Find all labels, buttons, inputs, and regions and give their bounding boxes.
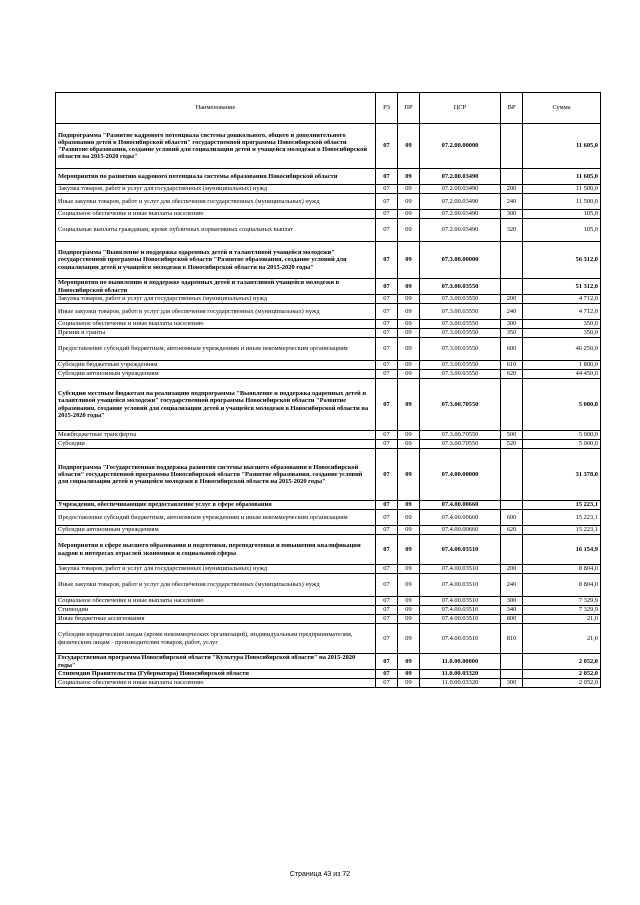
cell-csr: 07.3.00.70550 bbox=[420, 379, 501, 431]
table-row bbox=[56, 304, 601, 320]
cell-pr: 09 bbox=[398, 124, 420, 169]
table-row bbox=[56, 329, 601, 338]
cell-csr: 07.2.00.03490 bbox=[420, 194, 501, 210]
cell-csr: 07.3.00.03550 bbox=[420, 338, 501, 361]
cell-vr: 300 bbox=[501, 320, 523, 329]
cell-vr: 800 bbox=[501, 615, 523, 624]
cell-rz: 07 bbox=[376, 679, 398, 688]
cell-sum: 350,0 bbox=[523, 320, 601, 329]
cell-rz: 07 bbox=[376, 535, 398, 565]
cell-vr: 600 bbox=[501, 510, 523, 526]
cell-sum: 4 712,0 bbox=[523, 304, 601, 320]
table-row bbox=[56, 242, 601, 279]
cell-pr: 09 bbox=[398, 654, 420, 670]
header-pr: ПР bbox=[398, 93, 420, 124]
table-row bbox=[56, 606, 601, 615]
table-row bbox=[56, 440, 601, 449]
table-row bbox=[56, 510, 601, 526]
cell-pr: 09 bbox=[398, 279, 420, 295]
table-row bbox=[56, 185, 601, 194]
cell-vr: 320 bbox=[501, 219, 523, 242]
cell-csr: 11.0.00.03320 bbox=[420, 679, 501, 688]
cell-pr: 09 bbox=[398, 329, 420, 338]
header-name: Наименование bbox=[56, 93, 376, 124]
cell-pr: 09 bbox=[398, 574, 420, 597]
cell-csr: 07.4.00.03510 bbox=[420, 535, 501, 565]
cell-sum: 21,0 bbox=[523, 624, 601, 654]
cell-rz: 07 bbox=[376, 279, 398, 295]
table-row bbox=[56, 449, 601, 501]
cell-name: Предоставление субсидий бюджетным, автономным учреждениям и иным некоммерческим организациям bbox=[56, 338, 376, 361]
table-row bbox=[56, 169, 601, 185]
header-rz: РЗ bbox=[376, 93, 398, 124]
cell-csr: 07.3.00.00000 bbox=[420, 242, 501, 279]
cell-pr: 09 bbox=[398, 615, 420, 624]
cell-name: Закупка товаров, работ и услуг для государственных (муниципальных) нужд bbox=[56, 565, 376, 574]
cell-name: Межбюджетные трансферты bbox=[56, 431, 376, 440]
cell-pr: 09 bbox=[398, 194, 420, 210]
cell-pr: 09 bbox=[398, 219, 420, 242]
cell-rz: 07 bbox=[376, 329, 398, 338]
cell-rz: 07 bbox=[376, 606, 398, 615]
table-row bbox=[56, 338, 601, 361]
cell-rz: 07 bbox=[376, 219, 398, 242]
cell-rz: 07 bbox=[376, 526, 398, 535]
cell-vr: 810 bbox=[501, 624, 523, 654]
cell-csr: 07.4.00.00000 bbox=[420, 449, 501, 501]
cell-name: Закупка товаров, работ и услуг для государственных (муниципальных) нужд bbox=[56, 295, 376, 304]
cell-vr: 350 bbox=[501, 329, 523, 338]
cell-csr: 07.3.00.03550 bbox=[420, 279, 501, 295]
cell-vr: 620 bbox=[501, 526, 523, 535]
cell-pr: 09 bbox=[398, 304, 420, 320]
cell-csr: 07.2.00.03490 bbox=[420, 219, 501, 242]
cell-vr: 240 bbox=[501, 304, 523, 320]
cell-csr: 07.4.00.03510 bbox=[420, 624, 501, 654]
cell-sum: 11 500,0 bbox=[523, 194, 601, 210]
cell-rz: 07 bbox=[376, 670, 398, 679]
cell-vr bbox=[501, 124, 523, 169]
cell-name: Субсидии bbox=[56, 440, 376, 449]
cell-pr: 09 bbox=[398, 597, 420, 606]
cell-vr bbox=[501, 379, 523, 431]
cell-rz: 07 bbox=[376, 124, 398, 169]
cell-rz: 07 bbox=[376, 615, 398, 624]
cell-sum: 31 378,0 bbox=[523, 449, 601, 501]
cell-name: Социальное обеспечение и иные выплаты населению bbox=[56, 210, 376, 219]
cell-name: Закупка товаров, работ и услуг для государственных (муниципальных) нужд bbox=[56, 185, 376, 194]
cell-name: Подпрограмма "Развитие кадрового потенциала системы дошкольного, общего и дополнительного образования детей в Новосибирской области" государственной программы Новосибирской области "Развитие образования, создание условий для социализации детей и учащейся молодежи в Новосибирской области на 2015-2020 годы" bbox=[56, 124, 376, 169]
cell-pr: 09 bbox=[398, 169, 420, 185]
table-row bbox=[56, 654, 601, 670]
header-sum: Сумма bbox=[523, 93, 601, 124]
cell-pr: 09 bbox=[398, 501, 420, 510]
cell-rz: 07 bbox=[376, 304, 398, 320]
cell-csr: 07.3.00.03550 bbox=[420, 295, 501, 304]
cell-vr: 600 bbox=[501, 338, 523, 361]
cell-vr: 300 bbox=[501, 210, 523, 219]
cell-pr: 09 bbox=[398, 449, 420, 501]
cell-sum: 15 223,1 bbox=[523, 510, 601, 526]
cell-csr: 07.4.00.03510 bbox=[420, 606, 501, 615]
cell-rz: 07 bbox=[376, 194, 398, 210]
cell-vr bbox=[501, 501, 523, 510]
cell-csr: 07.2.00.03490 bbox=[420, 169, 501, 185]
cell-rz: 07 bbox=[376, 449, 398, 501]
cell-pr: 09 bbox=[398, 185, 420, 194]
cell-vr bbox=[501, 449, 523, 501]
cell-rz: 07 bbox=[376, 624, 398, 654]
cell-vr: 340 bbox=[501, 606, 523, 615]
cell-rz: 07 bbox=[376, 654, 398, 670]
cell-name: Государственная программа Новосибирской области "Культура Новосибирской области" на 2015-2020 годы" bbox=[56, 654, 376, 670]
cell-csr: 07.4.00.03510 bbox=[420, 597, 501, 606]
cell-pr: 09 bbox=[398, 510, 420, 526]
cell-sum: 44 450,0 bbox=[523, 370, 601, 379]
cell-rz: 07 bbox=[376, 440, 398, 449]
cell-sum: 105,0 bbox=[523, 219, 601, 242]
table-row bbox=[56, 535, 601, 565]
cell-pr: 09 bbox=[398, 242, 420, 279]
cell-pr: 09 bbox=[398, 679, 420, 688]
cell-pr: 09 bbox=[398, 320, 420, 329]
cell-pr: 09 bbox=[398, 606, 420, 615]
cell-sum: 16 154,9 bbox=[523, 535, 601, 565]
cell-sum: 2 052,0 bbox=[523, 679, 601, 688]
cell-sum: 46 250,0 bbox=[523, 338, 601, 361]
table-row bbox=[56, 279, 601, 295]
cell-name: Стипендии Правительства (Губернатора) Новосибирской области bbox=[56, 670, 376, 679]
cell-vr bbox=[501, 279, 523, 295]
cell-pr: 09 bbox=[398, 295, 420, 304]
cell-name: Субсидии автономным учреждениям bbox=[56, 526, 376, 535]
table-row bbox=[56, 361, 601, 370]
cell-sum: 51 312,0 bbox=[523, 279, 601, 295]
cell-csr: 07.4.00.00660 bbox=[420, 526, 501, 535]
cell-rz: 07 bbox=[376, 361, 398, 370]
cell-rz: 07 bbox=[376, 242, 398, 279]
cell-csr: 07.3.00.70550 bbox=[420, 440, 501, 449]
cell-pr: 09 bbox=[398, 670, 420, 679]
cell-rz: 07 bbox=[376, 338, 398, 361]
cell-csr: 07.2.00.00000 bbox=[420, 124, 501, 169]
cell-sum: 2 052,0 bbox=[523, 670, 601, 679]
cell-vr bbox=[501, 242, 523, 279]
cell-rz: 07 bbox=[376, 597, 398, 606]
cell-sum: 5 000,0 bbox=[523, 379, 601, 431]
cell-csr: 07.4.00.00660 bbox=[420, 501, 501, 510]
header-csr: ЦСР bbox=[420, 93, 501, 124]
cell-sum: 4 712,0 bbox=[523, 295, 601, 304]
page-number: Страница 43 из 72 bbox=[289, 871, 351, 878]
cell-name: Учреждения, обеспечивающие предоставление услуг в сфере образования bbox=[56, 501, 376, 510]
cell-vr: 240 bbox=[501, 194, 523, 210]
cell-rz: 07 bbox=[376, 295, 398, 304]
cell-rz: 07 bbox=[376, 320, 398, 329]
cell-name: Социальное обеспечение и иные выплаты населению bbox=[56, 679, 376, 688]
cell-name: Субсидии юридическим лицам (кроме некоммерческих организаций), индивидуальным предпринимателям, физическим лицам - производителям товаров, работ, услуг bbox=[56, 624, 376, 654]
table-row bbox=[56, 295, 601, 304]
cell-pr: 09 bbox=[398, 526, 420, 535]
cell-pr: 09 bbox=[398, 379, 420, 431]
table-row bbox=[56, 370, 601, 379]
cell-csr: 07.3.00.03550 bbox=[420, 329, 501, 338]
table-row bbox=[56, 574, 601, 597]
cell-pr: 09 bbox=[398, 210, 420, 219]
cell-sum: 350,0 bbox=[523, 329, 601, 338]
cell-sum: 7 329,9 bbox=[523, 606, 601, 615]
cell-csr: 07.4.00.03510 bbox=[420, 574, 501, 597]
cell-name: Иные бюджетные ассигнования bbox=[56, 615, 376, 624]
cell-rz: 07 bbox=[376, 574, 398, 597]
cell-sum: 2 052,0 bbox=[523, 654, 601, 670]
cell-sum: 15 223,1 bbox=[523, 526, 601, 535]
cell-vr: 520 bbox=[501, 440, 523, 449]
cell-name: Иные закупки товаров, работ и услуг для обеспечения государственных (муниципальных) нужд bbox=[56, 194, 376, 210]
table-row bbox=[56, 526, 601, 535]
cell-vr bbox=[501, 169, 523, 185]
cell-vr bbox=[501, 654, 523, 670]
cell-csr: 11.0.00.03320 bbox=[420, 670, 501, 679]
cell-sum: 5 000,0 bbox=[523, 440, 601, 449]
cell-csr: 07.3.00.03550 bbox=[420, 320, 501, 329]
cell-name: Иные закупки товаров, работ и услуг для обеспечения государственных (муниципальных) нужд bbox=[56, 304, 376, 320]
table-body bbox=[56, 124, 601, 688]
cell-rz: 07 bbox=[376, 565, 398, 574]
cell-sum: 8 804,0 bbox=[523, 565, 601, 574]
cell-vr: 200 bbox=[501, 295, 523, 304]
cell-sum: 15 223,1 bbox=[523, 501, 601, 510]
cell-name: Мероприятия по выявлению и поддержке одаренных детей и талантливой учащейся молодежи в Новосибирской области bbox=[56, 279, 376, 295]
cell-name: Мероприятия в сфере высшего образования и подготовки, переподготовки и повышения квалификации кадров в интересах отраслей экономики и социальной сферы bbox=[56, 535, 376, 565]
cell-sum: 8 804,0 bbox=[523, 574, 601, 597]
cell-rz: 07 bbox=[376, 379, 398, 431]
table-row bbox=[56, 565, 601, 574]
header-vr: ВР bbox=[501, 93, 523, 124]
cell-name: Социальное обеспечение и иные выплаты населению bbox=[56, 597, 376, 606]
cell-name: Социальное обеспечение и иные выплаты населению bbox=[56, 320, 376, 329]
table-row bbox=[56, 624, 601, 654]
cell-csr: 07.3.00.03550 bbox=[420, 361, 501, 370]
cell-pr: 09 bbox=[398, 565, 420, 574]
cell-rz: 07 bbox=[376, 370, 398, 379]
cell-vr: 610 bbox=[501, 361, 523, 370]
cell-sum: 56 312,0 bbox=[523, 242, 601, 279]
table-row bbox=[56, 615, 601, 624]
cell-rz: 07 bbox=[376, 510, 398, 526]
cell-vr: 300 bbox=[501, 679, 523, 688]
cell-pr: 09 bbox=[398, 338, 420, 361]
budget-table bbox=[55, 92, 601, 688]
cell-name: Субсидии местным бюджетам на реализацию подпрограммы "Выявление и поддержка одаренных детей и талантливой учащейся молодежи" государственной программы Новосибирской области "Развитие образования, создание условий для социализации детей и учащейся молодежи в Новосибирской области на 2015-2020 годы" bbox=[56, 379, 376, 431]
cell-sum: 105,0 bbox=[523, 210, 601, 219]
cell-sum: 1 800,0 bbox=[523, 361, 601, 370]
cell-name: Мероприятия по развитию кадрового потенциала системы образования Новосибирской области bbox=[56, 169, 376, 185]
table-row bbox=[56, 379, 601, 431]
cell-rz: 07 bbox=[376, 185, 398, 194]
cell-csr: 07.3.00.03550 bbox=[420, 304, 501, 320]
table-row bbox=[56, 219, 601, 242]
cell-csr: 07.3.00.70550 bbox=[420, 431, 501, 440]
cell-vr: 200 bbox=[501, 185, 523, 194]
cell-vr: 620 bbox=[501, 370, 523, 379]
cell-name: Субсидии бюджетным учреждениям bbox=[56, 361, 376, 370]
cell-rz: 07 bbox=[376, 169, 398, 185]
cell-csr: 07.4.00.03510 bbox=[420, 615, 501, 624]
table-row bbox=[56, 194, 601, 210]
cell-vr bbox=[501, 670, 523, 679]
cell-pr: 09 bbox=[398, 624, 420, 654]
cell-csr: 07.2.00.03490 bbox=[420, 185, 501, 194]
cell-sum: 11 605,0 bbox=[523, 124, 601, 169]
table-row bbox=[56, 670, 601, 679]
cell-vr bbox=[501, 535, 523, 565]
cell-vr: 500 bbox=[501, 431, 523, 440]
cell-pr: 09 bbox=[398, 370, 420, 379]
cell-csr: 11.0.00.00000 bbox=[420, 654, 501, 670]
cell-name: Субсидии автономным учреждениям bbox=[56, 370, 376, 379]
table-row bbox=[56, 679, 601, 688]
cell-vr: 300 bbox=[501, 597, 523, 606]
cell-pr: 09 bbox=[398, 535, 420, 565]
cell-pr: 09 bbox=[398, 440, 420, 449]
cell-csr: 07.2.00.03490 bbox=[420, 210, 501, 219]
cell-sum: 5 000,0 bbox=[523, 431, 601, 440]
cell-sum: 7 329,9 bbox=[523, 597, 601, 606]
cell-name: Предоставление субсидий бюджетным, автономным учреждениям и иным некоммерческим организациям bbox=[56, 510, 376, 526]
cell-pr: 09 bbox=[398, 361, 420, 370]
cell-name: Стипендии bbox=[56, 606, 376, 615]
table-row bbox=[56, 501, 601, 510]
cell-csr: 07.4.00.03510 bbox=[420, 565, 501, 574]
cell-name: Подпрограмма "Государственная поддержка развития системы высшего образования в Новосибирской области" государственной программы Новосибирской области "Развитие образования, создание условий для социализации детей и учащейся молодежи в Новосибирской области на 2015-2020 годы" bbox=[56, 449, 376, 501]
header-row bbox=[56, 93, 601, 124]
cell-vr: 240 bbox=[501, 574, 523, 597]
table-row bbox=[56, 597, 601, 606]
cell-rz: 07 bbox=[376, 431, 398, 440]
cell-sum: 11 605,0 bbox=[523, 169, 601, 185]
cell-name: Подпрограмма "Выявление и поддержка одаренных детей и талантливой учащейся молодежи" государственной программы Новосибирской области "Развитие образования, создание условий для социализации детей и учащейся молодежи в Новосибирской области на 2015-2020 годы" bbox=[56, 242, 376, 279]
cell-rz: 07 bbox=[376, 501, 398, 510]
table-row bbox=[56, 431, 601, 440]
table-row bbox=[56, 320, 601, 329]
cell-rz: 07 bbox=[376, 210, 398, 219]
cell-name: Социальные выплаты гражданам, кроме публичных нормативных социальных выплат bbox=[56, 219, 376, 242]
cell-csr: 07.3.00.03550 bbox=[420, 370, 501, 379]
cell-name: Премии и гранты bbox=[56, 329, 376, 338]
cell-pr: 09 bbox=[398, 431, 420, 440]
cell-sum: 11 500,0 bbox=[523, 185, 601, 194]
cell-csr: 07.4.00.00660 bbox=[420, 510, 501, 526]
cell-name: Иные закупки товаров, работ и услуг для обеспечения государственных (муниципальных) нужд bbox=[56, 574, 376, 597]
cell-vr: 200 bbox=[501, 565, 523, 574]
cell-sum: 21,0 bbox=[523, 615, 601, 624]
table-row bbox=[56, 210, 601, 219]
table-row bbox=[56, 124, 601, 169]
